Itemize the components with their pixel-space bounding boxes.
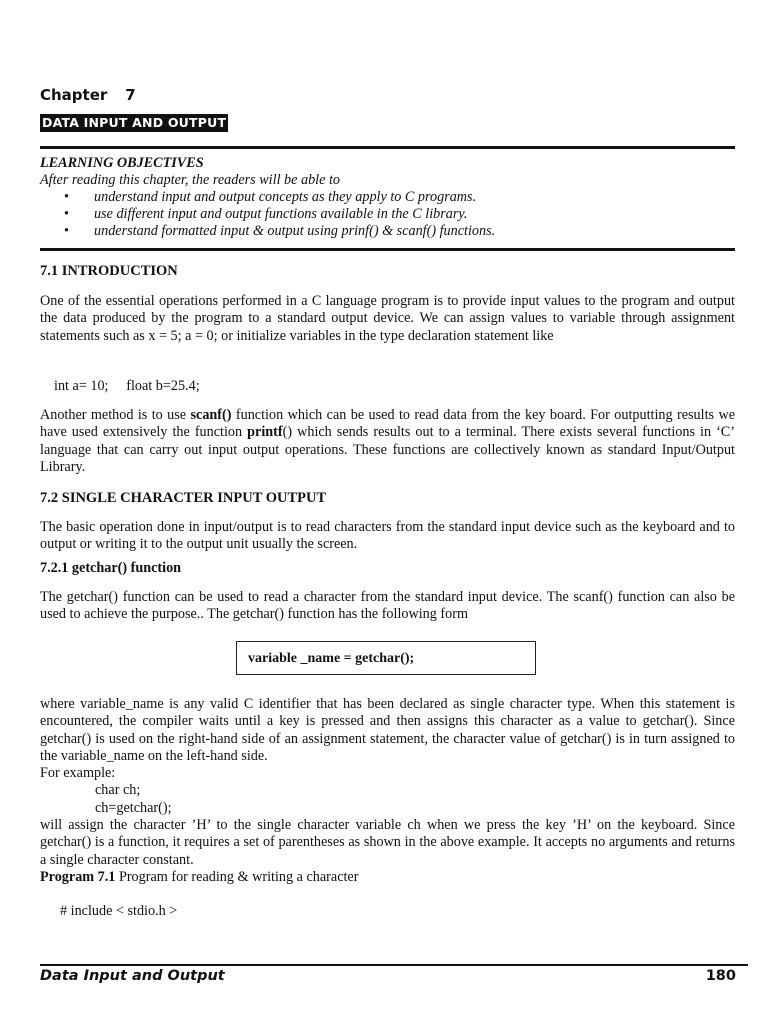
section-heading-7-1: 7.1 INTRODUCTION	[40, 263, 178, 279]
objectives-bottom-rule	[40, 248, 735, 251]
program-caption	[40, 869, 358, 886]
footer-rule	[40, 964, 748, 966]
section-heading-7-2: 7.2 SINGLE CHARACTER INPUT OUTPUT	[40, 490, 327, 506]
program-number: Program 7.1	[40, 869, 116, 885]
objective-text: understand formatted input & output using prinf() & scanf() functions.	[94, 223, 496, 239]
objective-text: use different input and output functions available in the C library.	[94, 206, 468, 222]
objective-item	[40, 223, 735, 240]
scanf-keyword: scanf()	[190, 407, 232, 423]
footer-title: Data Input and Output	[40, 968, 225, 984]
bullet-icon: •	[64, 223, 69, 239]
intro-paragraph: One of the essential operations performed in a C language program is to provide input values to the program and output the data produced by the program to a standard output device. We can assign values to variable through assignment statements such as x = 5; a = 0; or initialize variables in the type declaration statement like	[40, 293, 735, 344]
page-number: 180	[705, 968, 736, 984]
para-text: function which can be used to read data from the key board. For outputting results we have used extensively the function	[40, 407, 735, 441]
para-text: Another method is to use	[40, 407, 191, 423]
example-code-line-1: char ch;	[95, 782, 141, 798]
objectives-top-rule	[40, 146, 735, 149]
chapter-title: DATA INPUT AND OUTPUT	[42, 115, 227, 130]
example-label: For example:	[40, 765, 116, 781]
single-char-paragraph: The basic operation done in input/output is to read characters from the standard input device such as the keyboard and to output or writing it to the output unit usually the screen.	[40, 519, 735, 553]
printf-keyword: printf	[247, 424, 283, 441]
getchar-explanation: where variable_name is any valid C identifier that has been declared as single character type. When this statement is encountered, the compiler waits until a key is pressed and then assigns this character as a value to getchar(). Since getchar() is used on the right-hand side of an assignment statement, the character value of getchar() is in turn assigned to the variable_name on the left-hand side.	[40, 696, 735, 765]
bullet-icon: •	[64, 206, 69, 222]
getchar-syntax-box: variable _name = getchar();	[236, 641, 536, 675]
getchar-example-paragraph: will assign the character ’H’ to the single character variable ch when we press the key ’H’ on the keyboard. Since getchar() is a function, it requires a set of parentheses as shown in the above example. It accepts no arguments and returns a single character constant.	[40, 817, 735, 868]
chapter-label	[40, 86, 136, 104]
objective-item	[40, 189, 735, 206]
chapter-number: 7	[125, 86, 136, 104]
chapter-word: Chapter	[40, 86, 108, 104]
objectives-list	[40, 189, 735, 240]
section-heading-7-2-1: 7.2.1 getchar() function	[40, 560, 182, 576]
declaration-example: int a= 10; float b=25.4;	[54, 378, 200, 394]
program-description: Program for reading & writing a character	[115, 869, 359, 885]
para-text: () which sends results out to a terminal. There exists several functions in ‘C’ language that can carry out input output operations. These functions are collectively known as standard Input/Output Library.	[40, 424, 735, 476]
bullet-icon: •	[64, 189, 69, 205]
example-code-line-2: ch=getchar();	[95, 800, 172, 816]
objective-text: understand input and output concepts as they apply to C programs.	[94, 189, 477, 205]
include-line: # include < stdio.h >	[60, 903, 178, 919]
learning-objectives	[40, 155, 735, 240]
getchar-paragraph: The getchar() function can be used to read a character from the standard input device. The scanf() function can also be used to achieve the purpose.. The getchar() function has the following form	[40, 589, 735, 623]
objective-item	[40, 206, 735, 223]
objectives-heading: LEARNING OBJECTIVES	[40, 155, 204, 171]
scanf-printf-paragraph	[40, 407, 735, 477]
objectives-intro: After reading this chapter, the readers will be able to	[40, 172, 340, 188]
